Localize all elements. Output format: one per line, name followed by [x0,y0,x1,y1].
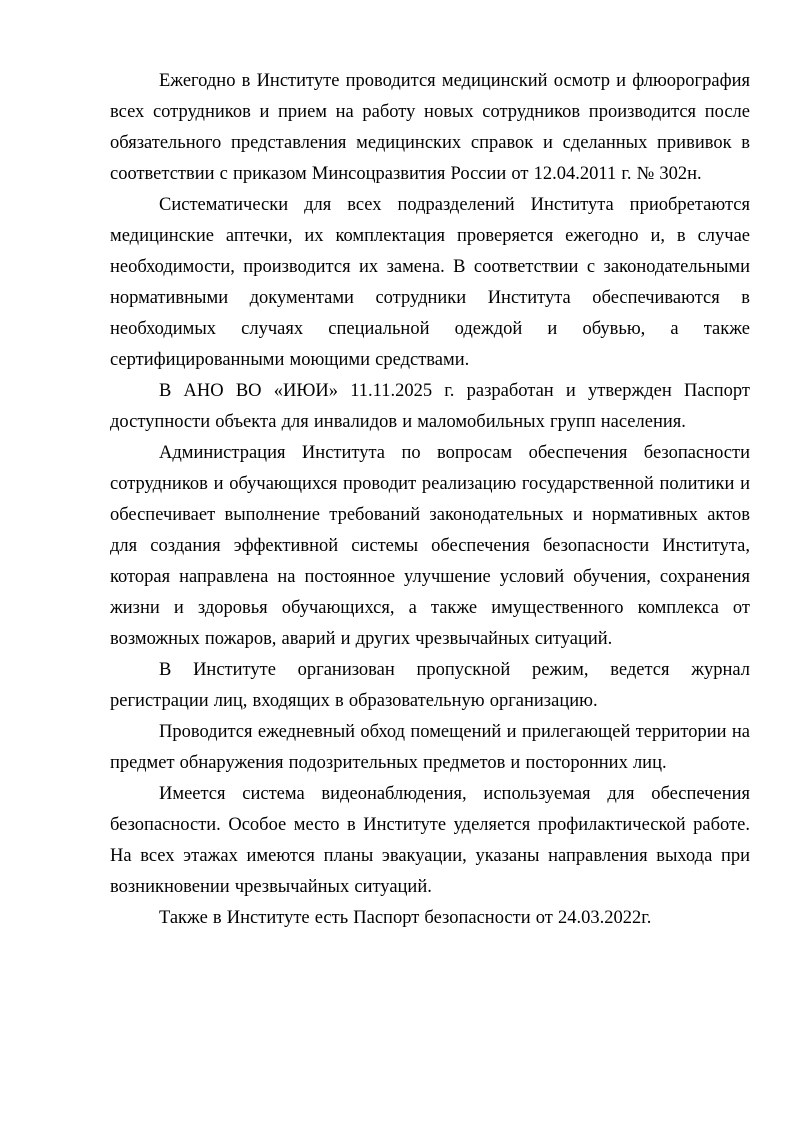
paragraph-first-aid-kits: Систематически для всех подразделений Института приобретаются медицинские аптечки, их комплектация проверяется ежегодно и, в случае необходимости, производится их замена. В соответствии с законодательными нормативными документами сотрудники Института обеспечиваются в необходимых случаях специальной одеждой и обувью, а также сертифицированными моющими средствами. [110,195,750,370]
paragraph-video-surveillance: Имеется система видеонаблюдения, используемая для обеспечения безопасности. Особое место в Институте уделяется профилактической работе. На всех этажах имеются планы эвакуации, указаны направления выхода при возникновении чрезвычайных ситуаций. [110,784,750,897]
paragraph-administration-safety-policy: Администрация Института по вопросам обеспечения безопасности сотрудников и обучающихся проводит реализацию государственной политики и обеспечивает выполнение требований законодательных и нормативных актов для создания эффективной системы обеспечения безопасности Института, которая направлена на постоянное улучшение условий обучения, сохранения жизни и здоровья обучающихся, а также имущественного комплекса от возможных пожаров, аварий и других чрезвычайных ситуаций. [110,443,750,649]
paragraph-access-control: В Институте организован пропускной режим, ведется журнал регистрации лиц, входящих в образовательную организацию. [110,660,750,711]
document-text-block [110,66,750,934]
paragraph-medical-checkup: Ежегодно в Институте проводится медицинский осмотр и флюорография всех сотрудников и прием на работу новых сотрудников производится после обязательного представления медицинских справок и сделанных прививок в соответствии с приказом Минсоцразвития России от 12.04.2011 г. № 302н. [110,71,750,184]
paragraph-accessibility-passport: В АНО ВО «ИЮИ» 11.11.2025 г. разработан и утвержден Паспорт доступности объекта для инвалидов и маломобильных групп населения. [110,381,750,432]
paragraph-daily-rounds: Проводится ежедневный обход помещений и прилегающей территории на предмет обнаружения подозрительных предметов и посторонних лиц. [110,722,750,773]
paragraph-safety-passport: Также в Институте есть Паспорт безопасности от 24.03.2022г. [159,908,652,928]
